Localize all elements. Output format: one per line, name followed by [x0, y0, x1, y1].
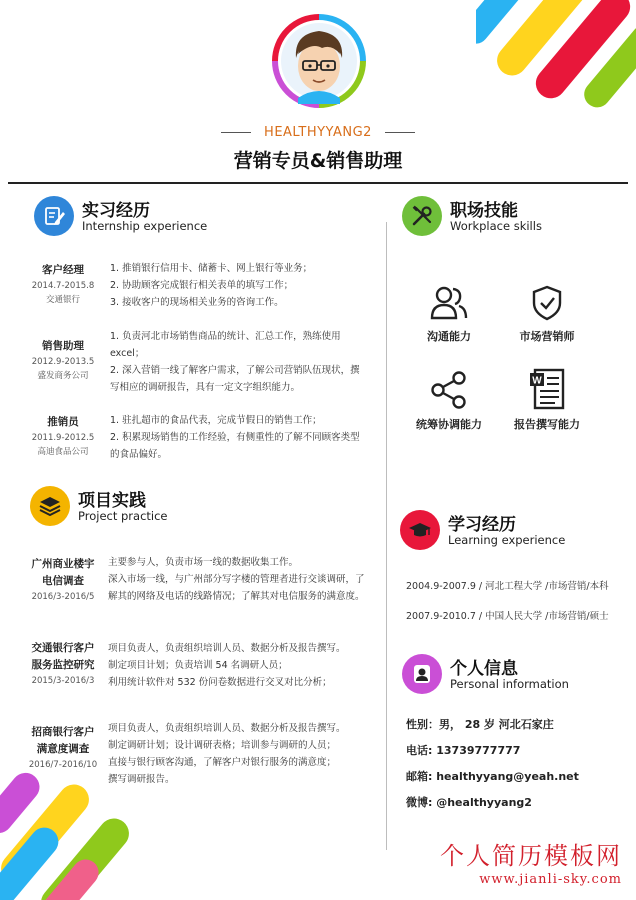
internship-entry-3-details: [110, 412, 380, 463]
entry-role: 推销员: [47, 416, 79, 428]
education-row-2: 2007.9-2010.7 / 中国人民大学 /市场营销/硕士: [406, 611, 609, 622]
internship-title: 实习经历: [82, 201, 150, 221]
header-divider: [8, 182, 628, 184]
internship-entry-2-details: [110, 328, 380, 396]
internship-entry-2-meta: [18, 338, 108, 383]
entry-role: 销售助理: [42, 340, 84, 352]
skill-label: 沟通能力: [427, 330, 471, 343]
detail-line: 直接与银行顾客沟通，了解客户对银行服务的满意度；: [108, 757, 337, 768]
skills-subtitle: Workplace skills: [450, 219, 542, 233]
project-3-meta: [18, 724, 108, 772]
project-2-details: [108, 640, 382, 691]
projects-subtitle: Project practice: [78, 509, 168, 523]
svg-text:W: W: [532, 375, 542, 387]
skill-label: 统筹协调能力: [416, 418, 482, 431]
education-header: [400, 510, 600, 554]
name-right-rule: [385, 132, 415, 133]
watermark-title: 个人简历模板网: [440, 842, 622, 870]
project-name: 满意度调查: [36, 743, 90, 755]
entry-role: 客户经理: [42, 264, 84, 276]
skill-coordination: [399, 370, 499, 432]
name-row: [0, 122, 636, 140]
projects-title: 项目实践: [78, 491, 146, 511]
name-left-rule: [221, 132, 251, 133]
personal-email: 邮箱: healthyyang@yeah.net: [406, 770, 579, 783]
candidate-name: HEALTHYYANG2: [264, 125, 372, 140]
detail-line: 深入市场一线，与广州部分写字楼的管理者进行交谈调研，了: [108, 574, 365, 585]
personal-weibo: 微博: @healthyyang2: [406, 796, 532, 809]
watermark-url: www.jianli-sky.com: [479, 872, 622, 887]
project-name: 服务监控研究: [31, 659, 95, 671]
entry-period: 2012.9-2013.5: [31, 357, 95, 367]
education-row-1: 2004.9-2007.9 / 河北工程大学 /市场营销/本科: [406, 581, 609, 592]
detail-line: 2. 协助顾客完成银行相关表单的填写工作；: [110, 280, 294, 291]
detail-line: 2. 积累现场销售的工作经验，有侧重性的了解不同顾客类型: [110, 432, 360, 443]
education-subtitle: Learning experience: [448, 533, 566, 547]
projects-header: [30, 486, 230, 530]
top-right-decoration: [476, 0, 636, 110]
job-title: 营销专员&销售助理: [233, 150, 403, 172]
project-name: 招商银行客户: [31, 726, 95, 738]
personal-title: 个人信息: [450, 659, 518, 679]
detail-line: 1. 推销银行信用卡、储蓄卡、网上银行等业务；: [110, 263, 313, 274]
detail-line: 项目负责人，负责组织培训人员、数据分析及报告撰写。: [108, 643, 346, 654]
personal-phone: 电话: 13739777777: [406, 744, 521, 757]
detail-line: 的食品偏好。: [110, 449, 168, 460]
detail-line: 1. 负责河北市场销售商品的统计、汇总工作，熟练使用: [110, 331, 341, 342]
project-period: 2016/3-2016/5: [31, 592, 95, 602]
internship-subtitle: Internship experience: [82, 219, 208, 233]
project-name: 电信调查: [42, 575, 84, 587]
project-2-meta: [18, 640, 108, 688]
entry-org: 盛发商务公司: [37, 371, 89, 381]
shield-check-icon: [527, 284, 567, 322]
entry-org: 高迪食品公司: [37, 447, 89, 457]
detail-line: 1. 驻扎超市的食品代表，完成节假日的销售工作；: [110, 415, 322, 426]
detail-line: 制定调研计划；设计调研表格；培训参与调研的人员；: [108, 740, 337, 751]
entry-period: 2014.7-2015.8: [31, 281, 95, 291]
education-title: 学习经历: [448, 515, 516, 535]
graduation-cap-icon: [400, 510, 440, 550]
share-icon: [429, 370, 469, 410]
detail-line: 利用统计软件对 532 份问卷数据进行交叉对比分析；: [108, 677, 332, 688]
entry-org: 交通银行: [45, 295, 80, 305]
detail-line: 主要参与人，负责市场一线的数据收集工作。: [108, 557, 299, 568]
project-name: 交通银行客户: [31, 642, 95, 654]
project-period: 2016/7-2016/10: [28, 760, 98, 770]
detail-line: 制定项目计划；负责培训 54 名调研人员；: [108, 660, 288, 671]
personal-header: [402, 654, 602, 698]
edit-note-icon: [34, 196, 74, 236]
project-name: 广州商业楼宇: [31, 558, 95, 570]
skill-label: 市场营销师: [519, 330, 575, 343]
word-document-icon: [527, 368, 567, 410]
skill-marketing: [497, 284, 597, 344]
layers-icon: [30, 486, 70, 526]
skills-title: 职场技能: [450, 201, 518, 221]
detail-line: 写相应的调研报告，具有一定文字组织能力。: [110, 382, 301, 393]
users-icon: [429, 284, 469, 322]
project-1-meta: [18, 556, 108, 604]
project-3-details: [108, 720, 382, 788]
tools-icon: [402, 196, 442, 236]
detail-line: excel；: [110, 348, 145, 359]
internship-entry-3-meta: [18, 414, 108, 459]
detail-line: 项目负责人，负责组织培训人员、数据分析及报告撰写。: [108, 723, 346, 734]
personal-subtitle: Personal information: [450, 677, 569, 691]
avatar: [272, 14, 366, 108]
project-period: 2015/3-2016/3: [31, 676, 95, 686]
internship-header: [34, 196, 234, 240]
detail-line: 3. 接收客户的现场相关业务的咨询工作。: [110, 297, 284, 308]
internship-entry-1-details: [110, 260, 380, 311]
detail-line: 解其的网络及电话的线路情况；了解其对电信服务的满意度。: [108, 591, 365, 602]
detail-line: 撰写调研报告。: [108, 774, 175, 785]
skills-header: [402, 196, 602, 240]
internship-entry-1-meta: [18, 262, 108, 307]
personal-gender-age: 性别：男， 28 岁 河北石家庄: [406, 718, 554, 731]
detail-line: 2. 深入营销一线了解客户需求，了解公司营销队伍现状，撰: [110, 365, 360, 376]
person-icon: [402, 654, 442, 694]
skill-communication: [399, 284, 499, 344]
project-1-details: [108, 554, 382, 605]
column-divider: [386, 222, 387, 850]
skill-report-writing: [497, 368, 597, 432]
skill-label: 报告撰写能力: [514, 418, 580, 431]
entry-period: 2011.9-2012.5: [31, 433, 95, 443]
